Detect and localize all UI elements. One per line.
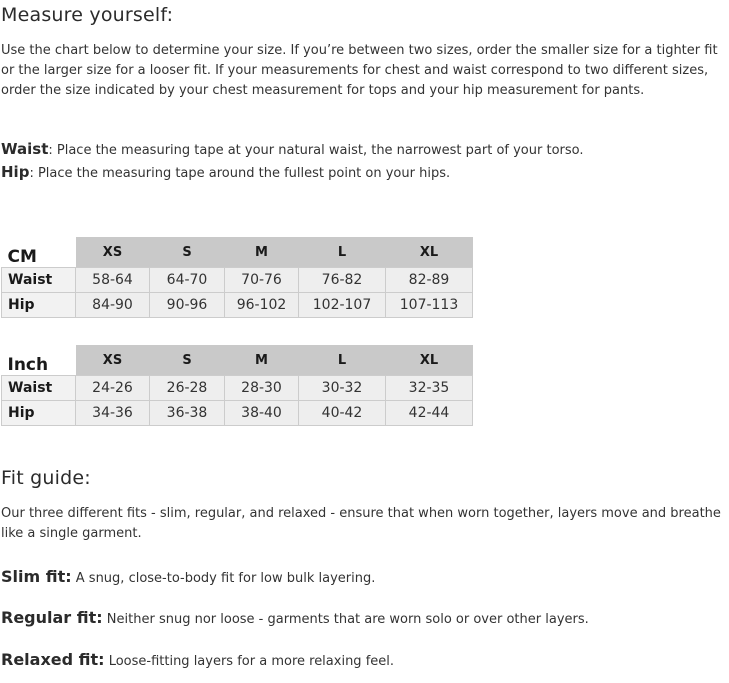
table-row: [2, 401, 473, 426]
hip-label: Hip: [1, 163, 30, 181]
table-cell: 36-38: [150, 401, 225, 426]
table-cell: 58-64: [76, 268, 150, 293]
fit-guide-intro: Our three different fits - slim, regular, and relaxed - ensure that when worn together, layers move and breathe like a single garment.: [1, 506, 721, 541]
fit-guide-title: Fit guide:: [1, 467, 91, 489]
table-cell: 76-82: [299, 268, 386, 293]
table-row: [2, 293, 473, 318]
table-cell: 102-107: [299, 293, 386, 318]
cm-header-row: [2, 237, 473, 268]
table-cell: 28-30: [225, 376, 299, 401]
table-cell: 34-36: [76, 401, 150, 426]
inch-size-m: M: [225, 345, 299, 376]
cm-size-m: M: [225, 237, 299, 268]
measure-intro: Use the chart below to determine your size. If you’re between two sizes, order the smaller size for a tighter fit or the larger size for a looser fit. If your measurements for chest and waist correspond to two different sizes, order the size indicated by your chest measurement for tops and your hip measurement for pants.: [1, 43, 718, 98]
table-cell: 40-42: [299, 401, 386, 426]
inch-size-xs: XS: [76, 345, 150, 376]
relaxed-fit-line: [1, 650, 394, 672]
row-label: Hip: [2, 293, 76, 318]
regular-fit-line: [1, 608, 589, 630]
table-cell: 107-113: [386, 293, 473, 318]
inch-header-row: [2, 345, 473, 376]
hip-instruction: [1, 162, 450, 184]
inch-size-s: S: [150, 345, 225, 376]
cm-size-s: S: [150, 237, 225, 268]
hip-text: : Place the measuring tape around the fullest point on your hips.: [29, 166, 451, 181]
relaxed-fit-label: Relaxed fit:: [1, 650, 105, 669]
measure-title: Measure yourself:: [1, 4, 174, 26]
slim-fit-text: A snug, close-to-body fit for low bulk layering.: [71, 571, 376, 586]
regular-fit-label: Regular fit:: [1, 608, 103, 627]
table-cell: 24-26: [76, 376, 150, 401]
table-cell: 26-28: [150, 376, 225, 401]
table-cell: 32-35: [386, 376, 473, 401]
row-label: Waist: [2, 376, 76, 401]
inch-size-xl: XL: [386, 345, 473, 376]
table-cell: 96-102: [225, 293, 299, 318]
table-cell: 64-70: [150, 268, 225, 293]
table-cell: 84-90: [76, 293, 150, 318]
relaxed-fit-text: Loose-fitting layers for a more relaxing feel.: [104, 654, 395, 669]
row-label: Hip: [2, 401, 76, 426]
cm-size-table: [1, 237, 473, 318]
cm-unit-label: CM: [2, 237, 76, 268]
cm-size-xs: XS: [76, 237, 150, 268]
slim-fit-line: [1, 567, 375, 589]
table-cell: 82-89: [386, 268, 473, 293]
table-cell: 42-44: [386, 401, 473, 426]
table-cell: 90-96: [150, 293, 225, 318]
waist-text: : Place the measuring tape at your natural waist, the narrowest part of your torso.: [48, 143, 584, 158]
inch-unit-label: Inch: [2, 345, 76, 376]
waist-instruction: [1, 139, 584, 161]
row-label: Waist: [2, 268, 76, 293]
regular-fit-text: Neither snug nor loose - garments that are worn solo or over other layers.: [102, 612, 589, 627]
table-cell: 70-76: [225, 268, 299, 293]
waist-label: Waist: [1, 140, 49, 158]
table-row: [2, 376, 473, 401]
inch-size-table: [1, 345, 473, 426]
table-row: [2, 268, 473, 293]
table-cell: 38-40: [225, 401, 299, 426]
slim-fit-label: Slim fit:: [1, 567, 72, 586]
inch-size-l: L: [299, 345, 386, 376]
cm-size-xl: XL: [386, 237, 473, 268]
table-cell: 30-32: [299, 376, 386, 401]
cm-size-l: L: [299, 237, 386, 268]
